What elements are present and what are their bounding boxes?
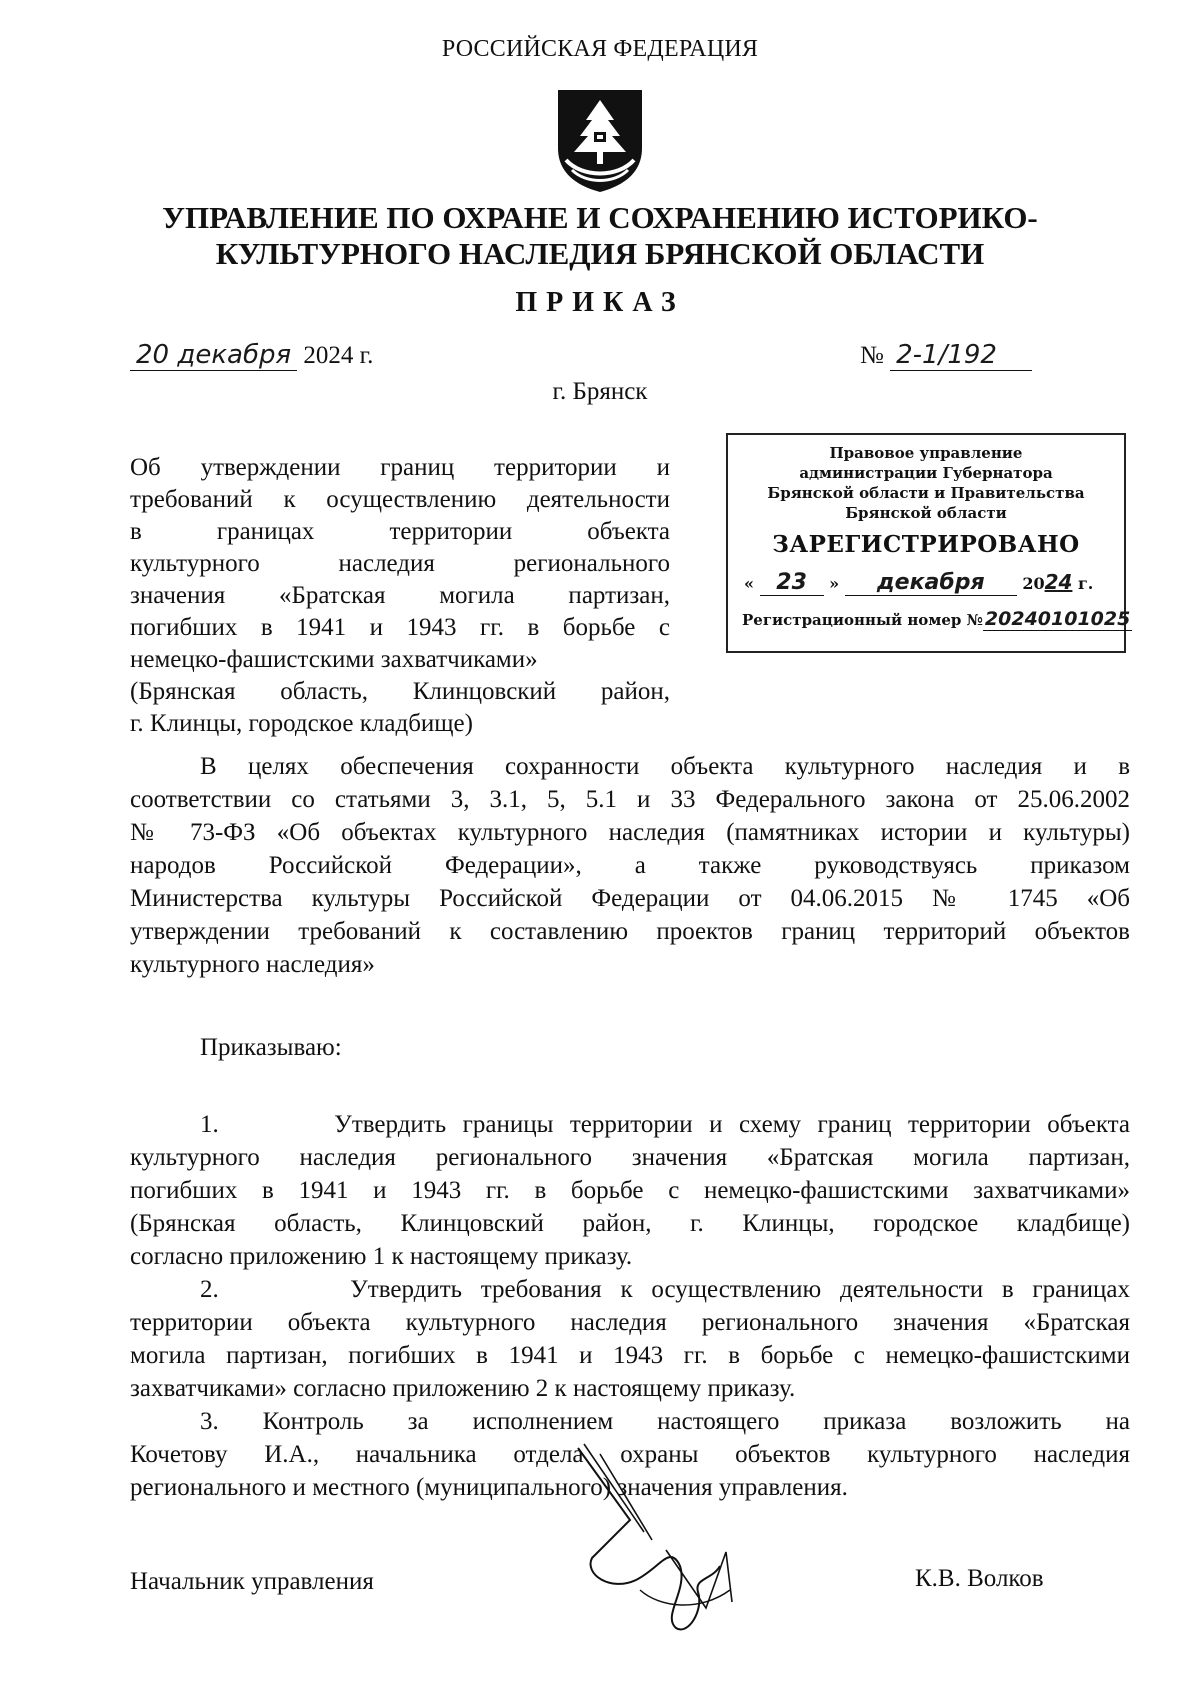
organization-name-line-2: КУЛЬТУРНОГО НАСЛЕДИЯ БРЯНСКОЙ ОБЛАСТИ: [215, 236, 985, 271]
stamp-status: ЗАРЕГИСТРИРОВАНО: [772, 531, 1080, 558]
preamble-line: народов Российской Федерации», а также руководствуясь приказом: [130, 852, 1130, 879]
handwritten-signature: [570, 1440, 780, 1640]
stamp-open-quote: «: [744, 574, 754, 593]
preamble-line: соответствии со статьями 3, 3.1, 5, 5.1 и 33 Федерального закона от 25.06.2002: [130, 786, 1130, 813]
signatory-position: Начальник управления: [130, 1568, 374, 1595]
country-heading: РОССИЙСКАЯ ФЕДЕРАЦИЯ: [441, 36, 759, 62]
item-3-line: 3. Контроль за исполнением настоящего приказа возложить на: [200, 1408, 1130, 1435]
number-sign: №: [860, 342, 884, 369]
stamp-registration: [742, 608, 1131, 631]
item-1-line: 1. Утвердить границы территории и схему границ территории объекта: [200, 1111, 1130, 1138]
subject-line: требований к осуществлению деятельности: [130, 486, 670, 513]
order-year: 2024 г.: [303, 342, 374, 369]
subject-line: культурного наследия регионального: [130, 550, 670, 577]
item-2-line: могила партизан, погибших в 1941 и 1943 гг. в борьбе с немецко-фашистскими: [130, 1342, 1130, 1369]
item-2-line: захватчиками» согласно приложению 2 к настоящему приказу.: [130, 1375, 796, 1402]
order-subject: [130, 452, 670, 740]
preamble-line: В целях обеспечения сохранности объекта культурного наследия и в: [200, 753, 1130, 780]
order-item-2: [130, 1273, 1130, 1405]
preamble-line: Министерства культуры Российской Федерации от 04.06.2015 № 1745 «Об: [130, 885, 1130, 912]
item-1-line: (Брянская область, Клинцовский район, г. Клинцы, городское кладбище): [130, 1210, 1130, 1237]
preamble-line: культурного наследия»: [130, 951, 375, 978]
stamp-authority-line: Правовое управление: [829, 444, 1023, 462]
stamp-year-prefix: 20: [1022, 574, 1045, 593]
order-date: [130, 340, 373, 371]
stamp-date: [744, 570, 1124, 596]
signatory-name: К.В. Волков: [915, 1565, 1044, 1592]
item-2-line: 2. Утвердить требования к осуществлению деятельности в границах: [200, 1276, 1130, 1303]
item-3-line: Кочетову И.А., начальника отдела охраны объектов культурного наследия: [130, 1441, 1130, 1468]
subject-line: Об утверждении границ территории и: [130, 454, 670, 481]
item-1-line: согласно приложению 1 к настоящему приказу.: [130, 1243, 633, 1270]
subject-line: погибших в 1941 и 1943 гг. в борьбе с: [130, 614, 670, 641]
organization-name-line-1: УПРАВЛЕНИЕ ПО ОХРАНЕ И СОХРАНЕНИЮ ИСТОРИКО-: [162, 200, 1038, 235]
stamp-authority-line: Брянской области и Правительства: [767, 484, 1085, 502]
subject-line: (Брянская область, Клинцовский район,: [130, 678, 670, 705]
stamp-year-suffix: г.: [1078, 574, 1094, 593]
stamp-year: 24: [1044, 570, 1073, 594]
stamp-authority: [728, 443, 1124, 523]
stamp-close-quote: »: [829, 574, 840, 593]
subject-line: в границах территории объекта: [130, 518, 670, 545]
order-number: [860, 340, 1032, 371]
preamble-paragraph: [130, 750, 1130, 981]
order-word: Приказываю:: [200, 1034, 342, 1061]
handwritten-order-number: 2-1/192: [890, 340, 1032, 371]
preamble-line: № 73-ФЗ «Об объектах культурного наследия (памятниках истории и культуры): [130, 819, 1130, 846]
subject-line: немецко-фашистскими захватчиками»: [130, 646, 538, 673]
document-type-title: ПРИКАЗ: [515, 287, 685, 318]
order-item-1: [130, 1108, 1130, 1273]
handwritten-date: 20 декабря: [130, 340, 297, 371]
item-3-line: регионального и местного (муниципального) значения управления.: [130, 1474, 848, 1501]
stamp-registration-label: Регистрационный номер №: [742, 611, 983, 629]
item-1-line: погибших в 1941 и 1943 гг. в борьбе с немецко-фашистскими захватчиками»: [130, 1177, 1130, 1204]
stamp-authority-line: Брянской области: [845, 504, 1007, 522]
registration-stamp: [726, 433, 1131, 653]
stamp-day: 23: [760, 570, 824, 596]
city-line: г. Брянск: [552, 378, 648, 405]
stamp-registration-number: 20240101025: [984, 608, 1131, 630]
subject-line: г. Клинцы, городское кладбище): [130, 710, 473, 737]
preamble-line: утверждении требований к составлению проектов границ территорий объектов: [130, 918, 1130, 945]
bryansk-coat-of-arms-icon: [552, 86, 648, 196]
organization-name: [150, 200, 1050, 272]
stamp-authority-line: администрации Губернатора: [799, 464, 1053, 482]
item-2-line: территории объекта культурного наследия регионального значения «Братская: [130, 1309, 1130, 1336]
item-1-line: культурного наследия регионального значения «Братская могила партизан,: [130, 1144, 1130, 1171]
subject-line: значения «Братская могила партизан,: [130, 582, 670, 609]
stamp-month: декабря: [845, 570, 1017, 596]
